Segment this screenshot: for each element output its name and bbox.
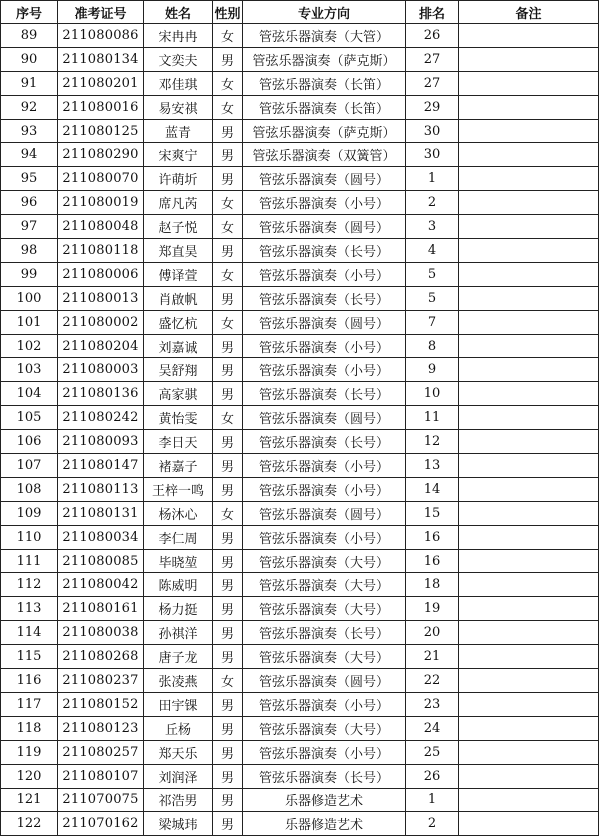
cell-note [459, 334, 599, 358]
cell-rank: 2 [406, 812, 459, 836]
table-row [1, 215, 599, 239]
cell-name: 李日天 [144, 430, 213, 454]
cell-no: 114 [1, 621, 58, 645]
cell-no: 120 [1, 764, 58, 788]
cell-exam-id: 211080204 [58, 334, 144, 358]
cell-rank: 30 [406, 119, 459, 143]
cell-gender: 男 [213, 119, 243, 143]
cell-no: 95 [1, 167, 58, 191]
cell-gender: 男 [213, 788, 243, 812]
table-row [1, 406, 599, 430]
cell-name: 梁城玮 [144, 812, 213, 836]
cell-name: 陈威明 [144, 573, 213, 597]
cell-rank: 21 [406, 645, 459, 669]
cell-major: 管弦乐器演奏（长号） [243, 286, 406, 310]
cell-no: 109 [1, 501, 58, 525]
cell-no: 101 [1, 310, 58, 334]
table-row [1, 382, 599, 406]
cell-exam-id: 211080123 [58, 716, 144, 740]
cell-rank: 1 [406, 167, 459, 191]
cell-major: 管弦乐器演奏（小号） [243, 334, 406, 358]
cell-name: 肖啟帆 [144, 286, 213, 310]
cell-name: 黄怡雯 [144, 406, 213, 430]
cell-major: 管弦乐器演奏（大号） [243, 549, 406, 573]
cell-exam-id: 211070162 [58, 812, 144, 836]
cell-note [459, 740, 599, 764]
cell-note [459, 597, 599, 621]
cell-gender: 女 [213, 191, 243, 215]
table-row [1, 669, 599, 693]
cell-name: 李仁周 [144, 525, 213, 549]
table-row [1, 334, 599, 358]
cell-rank: 16 [406, 549, 459, 573]
cell-major: 管弦乐器演奏（圆号） [243, 669, 406, 693]
cell-note [459, 669, 599, 693]
cell-rank: 20 [406, 621, 459, 645]
cell-rank: 22 [406, 669, 459, 693]
cell-note [459, 501, 599, 525]
table-row [1, 692, 599, 716]
cell-rank: 11 [406, 406, 459, 430]
cell-exam-id: 211080085 [58, 549, 144, 573]
cell-note [459, 454, 599, 478]
cell-gender: 男 [213, 143, 243, 167]
cell-major: 管弦乐器演奏（小号） [243, 477, 406, 501]
cell-gender: 女 [213, 24, 243, 48]
cell-name: 张凌燕 [144, 669, 213, 693]
cell-name: 刘嘉诚 [144, 334, 213, 358]
cell-name: 赵子悦 [144, 215, 213, 239]
cell-no: 122 [1, 812, 58, 836]
cell-no: 99 [1, 262, 58, 286]
table-row [1, 239, 599, 263]
cell-exam-id: 211080125 [58, 119, 144, 143]
cell-exam-id: 211080002 [58, 310, 144, 334]
cell-gender: 男 [213, 621, 243, 645]
table-row [1, 740, 599, 764]
cell-exam-id: 211080013 [58, 286, 144, 310]
cell-rank: 5 [406, 262, 459, 286]
header-major: 专业方向 [243, 1, 406, 24]
cell-rank: 9 [406, 358, 459, 382]
cell-gender: 女 [213, 71, 243, 95]
cell-rank: 8 [406, 334, 459, 358]
cell-name: 高家骐 [144, 382, 213, 406]
cell-note [459, 621, 599, 645]
cell-gender: 男 [213, 430, 243, 454]
cell-rank: 15 [406, 501, 459, 525]
table-row [1, 525, 599, 549]
cell-no: 121 [1, 788, 58, 812]
cell-no: 96 [1, 191, 58, 215]
cell-gender: 女 [213, 215, 243, 239]
cell-note [459, 286, 599, 310]
cell-note [459, 716, 599, 740]
cell-no: 105 [1, 406, 58, 430]
cell-exam-id: 211080268 [58, 645, 144, 669]
cell-rank: 14 [406, 477, 459, 501]
cell-gender: 男 [213, 573, 243, 597]
cell-exam-id: 211080201 [58, 71, 144, 95]
cell-rank: 4 [406, 239, 459, 263]
cell-gender: 男 [213, 334, 243, 358]
cell-note [459, 119, 599, 143]
table-row [1, 477, 599, 501]
cell-rank: 25 [406, 740, 459, 764]
cell-note [459, 692, 599, 716]
cell-no: 92 [1, 95, 58, 119]
cell-name: 宋爽宁 [144, 143, 213, 167]
cell-note [459, 358, 599, 382]
cell-exam-id: 211080118 [58, 239, 144, 263]
cell-name: 王梓一鸣 [144, 477, 213, 501]
cell-name: 田宇锞 [144, 692, 213, 716]
cell-no: 89 [1, 24, 58, 48]
cell-rank: 10 [406, 382, 459, 406]
cell-major: 管弦乐器演奏（大号） [243, 645, 406, 669]
table-row [1, 788, 599, 812]
cell-major: 管弦乐器演奏（大号） [243, 716, 406, 740]
cell-gender: 男 [213, 597, 243, 621]
cell-no: 94 [1, 143, 58, 167]
cell-major: 管弦乐器演奏（小号） [243, 454, 406, 478]
cell-name: 褚嘉子 [144, 454, 213, 478]
cell-exam-id: 211080003 [58, 358, 144, 382]
header-no: 序号 [1, 1, 58, 24]
cell-rank: 13 [406, 454, 459, 478]
table-row [1, 621, 599, 645]
cell-major: 管弦乐器演奏（长笛） [243, 95, 406, 119]
cell-no: 93 [1, 119, 58, 143]
table-row [1, 597, 599, 621]
cell-no: 103 [1, 358, 58, 382]
cell-rank: 26 [406, 764, 459, 788]
cell-major: 管弦乐器演奏（圆号） [243, 215, 406, 239]
cell-major: 管弦乐器演奏（小号） [243, 262, 406, 286]
cell-note [459, 573, 599, 597]
cell-name: 祁浩男 [144, 788, 213, 812]
cell-major: 管弦乐器演奏（小号） [243, 358, 406, 382]
cell-exam-id: 211080161 [58, 597, 144, 621]
table-row [1, 71, 599, 95]
cell-gender: 女 [213, 262, 243, 286]
cell-no: 106 [1, 430, 58, 454]
cell-no: 112 [1, 573, 58, 597]
cell-name: 宋冉冉 [144, 24, 213, 48]
cell-name: 孙祺洋 [144, 621, 213, 645]
cell-note [459, 215, 599, 239]
cell-major: 管弦乐器演奏（大管） [243, 24, 406, 48]
cell-no: 116 [1, 669, 58, 693]
cell-no: 90 [1, 47, 58, 71]
cell-note [459, 788, 599, 812]
cell-note [459, 382, 599, 406]
cell-no: 102 [1, 334, 58, 358]
cell-major: 管弦乐器演奏（长号） [243, 621, 406, 645]
cell-gender: 男 [213, 286, 243, 310]
table-row [1, 501, 599, 525]
cell-gender: 男 [213, 692, 243, 716]
cell-rank: 19 [406, 597, 459, 621]
cell-no: 115 [1, 645, 58, 669]
cell-rank: 30 [406, 143, 459, 167]
cell-exam-id: 211080019 [58, 191, 144, 215]
cell-note [459, 191, 599, 215]
header-name: 姓名 [144, 1, 213, 24]
cell-name: 唐子龙 [144, 645, 213, 669]
cell-note [459, 525, 599, 549]
cell-no: 111 [1, 549, 58, 573]
cell-name: 杨沐心 [144, 501, 213, 525]
cell-name: 文奕夫 [144, 47, 213, 71]
cell-exam-id: 211080131 [58, 501, 144, 525]
cell-rank: 2 [406, 191, 459, 215]
cell-note [459, 645, 599, 669]
header-exam-id: 准考证号 [58, 1, 144, 24]
table-row [1, 454, 599, 478]
table-row [1, 716, 599, 740]
cell-no: 113 [1, 597, 58, 621]
cell-gender: 男 [213, 764, 243, 788]
cell-major: 管弦乐器演奏（长笛） [243, 71, 406, 95]
cell-note [459, 477, 599, 501]
cell-major: 管弦乐器演奏（小号） [243, 740, 406, 764]
cell-gender: 男 [213, 525, 243, 549]
table-row [1, 549, 599, 573]
cell-major: 管弦乐器演奏（大号） [243, 573, 406, 597]
cell-gender: 男 [213, 167, 243, 191]
table-body [1, 24, 599, 836]
cell-rank: 16 [406, 525, 459, 549]
table-row [1, 812, 599, 836]
cell-exam-id: 211080290 [58, 143, 144, 167]
cell-no: 108 [1, 477, 58, 501]
cell-exam-id: 211080093 [58, 430, 144, 454]
table-row [1, 24, 599, 48]
cell-rank: 5 [406, 286, 459, 310]
cell-no: 91 [1, 71, 58, 95]
cell-exam-id: 211080006 [58, 262, 144, 286]
cell-no: 100 [1, 286, 58, 310]
cell-gender: 男 [213, 549, 243, 573]
table-row [1, 358, 599, 382]
cell-major: 乐器修造艺术 [243, 788, 406, 812]
cell-exam-id: 211080042 [58, 573, 144, 597]
cell-exam-id: 211080147 [58, 454, 144, 478]
table-row [1, 286, 599, 310]
cell-major: 管弦乐器演奏（萨克斯） [243, 119, 406, 143]
cell-gender: 男 [213, 358, 243, 382]
cell-note [459, 262, 599, 286]
cell-major: 管弦乐器演奏（圆号） [243, 167, 406, 191]
cell-rank: 1 [406, 788, 459, 812]
cell-major: 管弦乐器演奏（小号） [243, 191, 406, 215]
cell-gender: 男 [213, 454, 243, 478]
cell-major: 管弦乐器演奏（萨克斯） [243, 47, 406, 71]
cell-major: 管弦乐器演奏（小号） [243, 692, 406, 716]
cell-major: 乐器修造艺术 [243, 812, 406, 836]
header-rank: 排名 [406, 1, 459, 24]
cell-gender: 女 [213, 95, 243, 119]
cell-major: 管弦乐器演奏（圆号） [243, 406, 406, 430]
cell-gender: 男 [213, 716, 243, 740]
cell-major: 管弦乐器演奏（长号） [243, 382, 406, 406]
cell-no: 118 [1, 716, 58, 740]
table-row [1, 191, 599, 215]
cell-note [459, 406, 599, 430]
cell-exam-id: 211080136 [58, 382, 144, 406]
cell-exam-id: 211080113 [58, 477, 144, 501]
cell-no: 107 [1, 454, 58, 478]
cell-exam-id: 211080237 [58, 669, 144, 693]
cell-no: 110 [1, 525, 58, 549]
cell-major: 管弦乐器演奏（长号） [243, 239, 406, 263]
cell-note [459, 239, 599, 263]
cell-exam-id: 211080070 [58, 167, 144, 191]
cell-rank: 23 [406, 692, 459, 716]
cell-gender: 女 [213, 501, 243, 525]
header-gender: 性别 [213, 1, 243, 24]
cell-gender: 男 [213, 382, 243, 406]
cell-note [459, 24, 599, 48]
cell-major: 管弦乐器演奏（圆号） [243, 501, 406, 525]
cell-name: 许萌圻 [144, 167, 213, 191]
cell-exam-id: 211070075 [58, 788, 144, 812]
cell-note [459, 430, 599, 454]
cell-gender: 男 [213, 239, 243, 263]
table-row [1, 310, 599, 334]
cell-exam-id: 211080038 [58, 621, 144, 645]
table-row [1, 119, 599, 143]
cell-name: 毕晓堃 [144, 549, 213, 573]
cell-gender: 男 [213, 477, 243, 501]
cell-exam-id: 211080257 [58, 740, 144, 764]
cell-name: 杨力挺 [144, 597, 213, 621]
cell-gender: 女 [213, 406, 243, 430]
cell-gender: 女 [213, 669, 243, 693]
cell-name: 郑直昊 [144, 239, 213, 263]
cell-exam-id: 211080086 [58, 24, 144, 48]
cell-major: 管弦乐器演奏（大号） [243, 597, 406, 621]
cell-name: 席凡芮 [144, 191, 213, 215]
cell-gender: 男 [213, 812, 243, 836]
cell-exam-id: 211080107 [58, 764, 144, 788]
cell-gender: 男 [213, 740, 243, 764]
cell-gender: 男 [213, 47, 243, 71]
header-note: 备注 [459, 1, 599, 24]
header-row [1, 1, 599, 24]
cell-exam-id: 211080242 [58, 406, 144, 430]
cell-name: 蓝青 [144, 119, 213, 143]
table-row [1, 645, 599, 669]
cell-rank: 27 [406, 71, 459, 95]
cell-exam-id: 211080034 [58, 525, 144, 549]
cell-major: 管弦乐器演奏（长号） [243, 430, 406, 454]
cell-gender: 男 [213, 645, 243, 669]
cell-name: 易安祺 [144, 95, 213, 119]
cell-no: 104 [1, 382, 58, 406]
table-row [1, 167, 599, 191]
cell-exam-id: 211080016 [58, 95, 144, 119]
cell-note [459, 812, 599, 836]
cell-note [459, 47, 599, 71]
cell-major: 管弦乐器演奏（圆号） [243, 310, 406, 334]
cell-rank: 24 [406, 716, 459, 740]
table-row [1, 262, 599, 286]
cell-name: 邓佳琪 [144, 71, 213, 95]
table-row [1, 95, 599, 119]
cell-rank: 18 [406, 573, 459, 597]
cell-note [459, 310, 599, 334]
cell-rank: 3 [406, 215, 459, 239]
table-row [1, 430, 599, 454]
cell-rank: 27 [406, 47, 459, 71]
cell-name: 傅译萱 [144, 262, 213, 286]
cell-no: 97 [1, 215, 58, 239]
cell-name: 吴舒翔 [144, 358, 213, 382]
cell-rank: 7 [406, 310, 459, 334]
cell-no: 119 [1, 740, 58, 764]
cell-name: 郑天乐 [144, 740, 213, 764]
cell-rank: 12 [406, 430, 459, 454]
cell-rank: 29 [406, 95, 459, 119]
cell-note [459, 764, 599, 788]
table-row [1, 143, 599, 167]
cell-exam-id: 211080134 [58, 47, 144, 71]
cell-gender: 女 [213, 310, 243, 334]
table-row [1, 764, 599, 788]
cell-major: 管弦乐器演奏（双簧管） [243, 143, 406, 167]
cell-major: 管弦乐器演奏（长号） [243, 764, 406, 788]
cell-major: 管弦乐器演奏（小号） [243, 525, 406, 549]
cell-note [459, 71, 599, 95]
cell-exam-id: 211080048 [58, 215, 144, 239]
cell-exam-id: 211080152 [58, 692, 144, 716]
cell-name: 盛忆杭 [144, 310, 213, 334]
cell-rank: 26 [406, 24, 459, 48]
cell-note [459, 143, 599, 167]
cell-note [459, 167, 599, 191]
table-row [1, 573, 599, 597]
cell-no: 117 [1, 692, 58, 716]
cell-name: 丘杨 [144, 716, 213, 740]
cell-note [459, 95, 599, 119]
cell-no: 98 [1, 239, 58, 263]
table-row [1, 47, 599, 71]
cell-name: 刘润泽 [144, 764, 213, 788]
cell-note [459, 549, 599, 573]
